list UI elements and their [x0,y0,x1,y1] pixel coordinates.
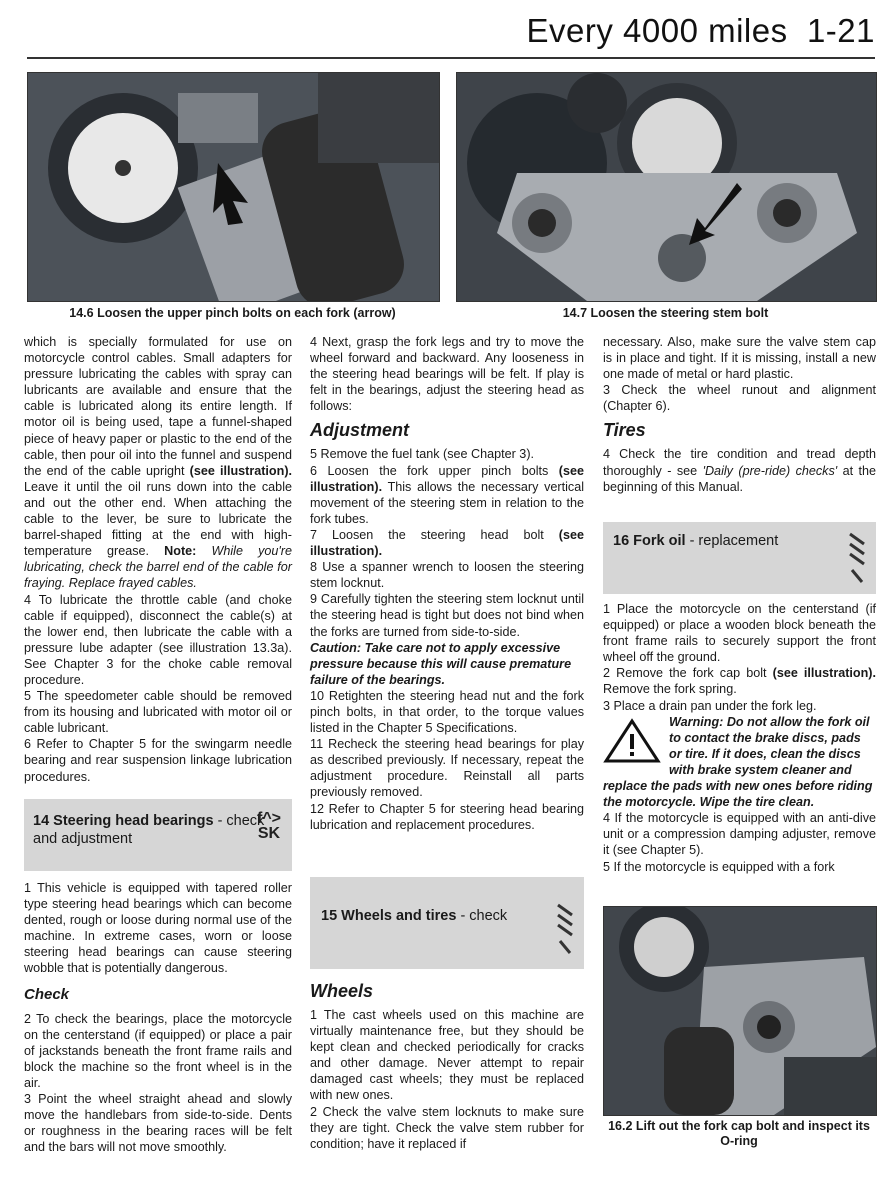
section-16-heading-box [603,522,876,594]
text-span: at the beginning of this Manual. [603,463,877,494]
column-3-lower [603,601,876,875]
section-title: Steering head bearings [53,813,214,829]
paragraph: 5 If the motorcycle is equipped with a fork [603,859,835,874]
paragraph: 6 Refer to Chapter 5 for the swingarm needle bearing and rear suspension linkage lubrication procedures. [24,737,292,784]
header-rule [27,57,875,59]
paragraph: 9 Carefully tighten the steering stem locknut until the steering head is tight but does not bind when the forks are turned from side-to-side. [310,592,584,639]
column-2-lower [310,981,584,1152]
text-span: Remove the fork spring. [603,682,737,697]
paragraph: 12 Refer to Chapter 5 for steering head bearing lubrication and replacement procedures. [310,801,584,832]
see-illustration-ref: (see illustration). [772,666,876,681]
text-span: 2 Remove the fork cap bolt [603,666,767,681]
text-span: 6 Loosen the fork upper pinch bolts [310,463,549,478]
column-2 [310,334,584,833]
photo-fig-14-6 [27,72,440,302]
paragraph: 4 To lubricate the throttle cable (and choke cable if equipped), disconnect the cable(s) at the lower end, then lubricate the cable with a pressure lube adapter (see illustration 13.3a). See Chapter 3 for the choke cable removal procedure. [24,592,292,687]
photo-fig-14-7 [456,72,877,302]
paragraph [24,334,292,592]
paragraph: 1 The cast wheels used on this machine are virtually maintenance free, but they should be kept clean and checked periodically for cracks and other damage. Never attempt to repair damaged cast wheels; they must be replaced with new ones. [310,1008,584,1103]
section-suffix: - check and adjustment [33,813,265,847]
caption-fig-14-6: 14.6 Loosen the upper pinch bolts on each fork (arrow) [69,306,396,320]
section-suffix: - replacement [689,533,779,549]
text-span: 7 Loosen the steering head bolt [310,527,544,542]
paragraph [310,527,584,559]
warning-block [603,714,876,811]
see-illustration-ref: (see illustration). [310,527,585,559]
caption-fig-16-2: 16.2 Lift out the fork cap bolt and inspect its O-ring [608,1119,870,1148]
paragraph: 3 Place a drain pan under the fork leg. [603,698,817,713]
section-number: 14 [33,813,50,829]
column-3 [603,334,876,495]
paragraph: necessary. Also, make sure the valve stem cap is in place and tight. If it is missing, install a new one made of metal or hard plastic. [603,335,876,382]
difficulty-spanner-icon [846,532,868,587]
section-14-heading-box [24,799,292,871]
paragraph: 2 Check the valve stem locknuts to make sure they are tight. Check the valve stem rubber for condition; have it replaced if [310,1104,584,1151]
see-illustration-ref: (see illustration). [310,463,585,494]
caution-text: Caution: Take care not to apply excessive pressure because this will cause premature failure of the bearings. [310,640,572,687]
section-number: 15 [321,908,338,924]
see-illustration-ref: (see illustration). [189,463,293,478]
check-heading: Check [24,985,70,1003]
section-number: 16 [613,533,630,549]
header-title: Every 4000 miles [526,12,788,49]
text-span: This allows the necessary vertical movement of the steering stem in relation to the fork tubes. [310,479,584,526]
photo-fig-16-2 [603,906,877,1116]
page-number: 1-21 [806,12,875,49]
paragraph: 4 If the motorcycle is equipped with an anti-dive unit or a compression damping adjuster, remove it (see Chapter 5). [603,811,876,858]
difficulty-spanner-icon: f^> SK [256,810,281,842]
chapter-reference: 'Daily (pre-ride) checks' [702,463,838,478]
paragraph: 11 Recheck the steering head bearings for play as described previously. If necessary, repeat the adjustment procedure. Reinstall all parts previously removed. [310,737,584,800]
paragraph: 10 Retighten the steering head nut and the fork pinch bolts, in that order, to the torque values listed in the Chapter 5 Specifications. [310,688,584,736]
section-suffix: - check [460,908,508,924]
paragraph: 4 Next, grasp the fork legs and try to move the wheel forward and backward. Any looseness in the steering head bearings will be felt. If play is felt in the bearings, adjust the steering head as follows: [310,335,584,414]
paragraph: 3 Point the wheel straight ahead and slowly move the handlebars from side-to-side. Dents or roughness in the bearing races will be felt and the bars will not move smoothly. [24,1092,292,1155]
paragraph: 8 Use a spanner wrench to loosen the steering stem locknut. [310,560,584,591]
column-1 [24,334,292,785]
text-span: 4 Check the tire condition and tread depth thoroughly - see [603,447,876,478]
note-label: Note: [164,544,197,559]
note-text: While you're lubricating, check the barrel end of the cable for fraying. Replace frayed cables. [24,544,292,591]
tires-heading: Tires [603,420,646,441]
paragraph [603,446,876,494]
section-15-heading-box [310,877,584,969]
warning-triangle-icon [603,718,661,764]
page-header [526,12,875,50]
paragraph: 2 To check the bearings, place the motorcycle on the centerstand (if equipped) or place a pair of jackstands beneath the front frame rails and block the machine so the front wheel is in the air. [24,1011,292,1090]
paragraph: 3 Check the wheel runout and alignment (Chapter 6). [603,383,876,414]
section-title: Fork oil [633,533,686,549]
paragraph [603,665,876,697]
paragraph: 1 Place the motorcycle on the centerstand (if equipped) or place a wooden block beneath the front frame rails to securely support the front wheel off the ground. [603,602,876,665]
adjustment-heading: Adjustment [310,420,409,441]
paragraph [310,463,584,527]
paragraph: 5 The speedometer cable should be removed from its housing and lubricated with motor oil or cable lubricant. [24,689,292,736]
caption-fig-14-7: 14.7 Loosen the steering stem bolt [562,306,769,320]
wheels-heading: Wheels [310,981,374,1001]
paragraph: 5 Remove the fuel tank (see Chapter 3). [310,447,535,462]
section-title: Wheels and tires [341,908,457,924]
paragraph: 1 This vehicle is equipped with tapered roller type steering head bearings which can become dented, rough or loose during normal use of the machine. In extreme cases, worn or loose steering head bearings can cause steering wobble that is potentially dangerous. [24,881,292,976]
warning-text: Warning: Do not allow the fork oil to contact the brake discs, pads or tire. If it does, clean the discs with brake system cleaner and replace the pads with new ones before riding the motorcycle. Wipe the tire clean. [603,714,873,810]
text-span: Leave it until the oil runs down into the cable and out the other end. When attaching the cable to the lever, be sure to lubricate the barrel-shaped fitting at the end with high-temperature grease. [24,479,292,559]
column-1-lower [24,880,292,1155]
text-span: which is specially formulated for use on motorcycle control cables. Small adapters for pressure lubricating the cables with spray can lubricants are available and ensure that the cable is lubricated along its entire length. If motor oil is being used, tape a funnel-shaped piece of heavy paper or plastic to the end of the cable, then pour oil into the funnel and suspend the end of the cable upright [24,335,292,478]
difficulty-spanner-icon [554,903,576,958]
